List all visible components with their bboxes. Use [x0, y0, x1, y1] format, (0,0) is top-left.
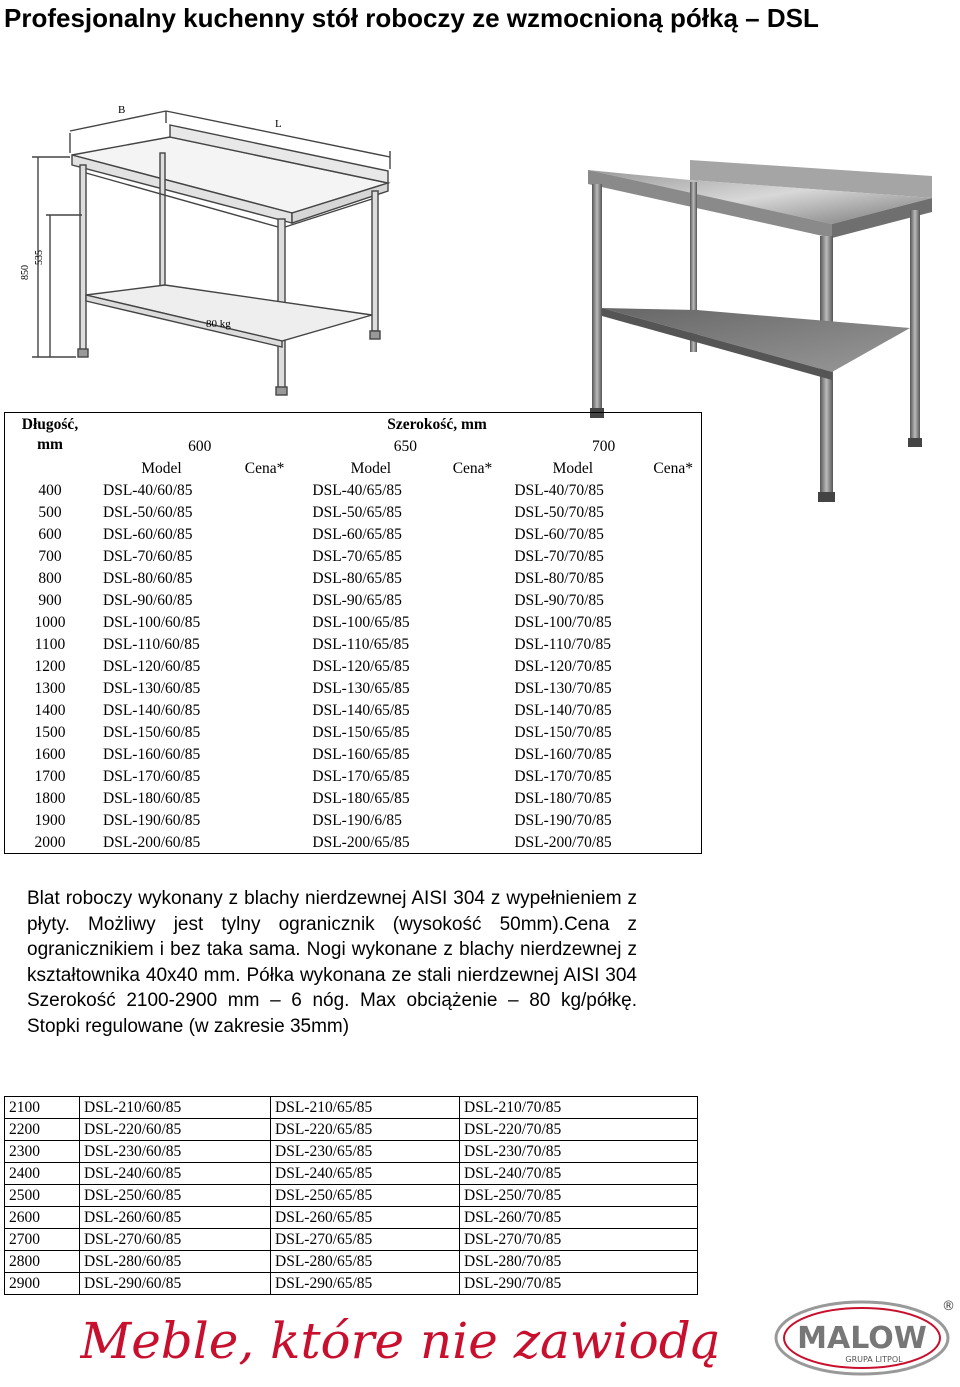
- table-row: [5, 721, 702, 743]
- price-600-cell: [228, 831, 304, 854]
- logo-name: MALOW: [797, 1321, 927, 1356]
- price-600-cell: [228, 721, 304, 743]
- dimensions-table: [4, 412, 702, 854]
- length-cell: 600: [38, 525, 62, 543]
- model-650-cell: DSL-200/65/85: [312, 833, 410, 851]
- model-600-cell: DSL-130/60/85: [103, 679, 201, 697]
- length-cell: 700: [38, 547, 62, 565]
- model-600-cell: DSL-140/60/85: [103, 701, 201, 719]
- table-row: [5, 567, 702, 589]
- model-700-cell: DSL-70/70/85: [514, 547, 604, 565]
- model-70-cell: DSL-280/70/85: [460, 1251, 698, 1273]
- model-600-cell: DSL-60/60/85: [103, 525, 193, 543]
- length-cell: 1000: [34, 613, 66, 631]
- model-700-cell: DSL-130/70/85: [514, 679, 612, 697]
- model-600-cell: DSL-40/60/85: [103, 481, 193, 499]
- model-65-cell: DSL-280/65/85: [271, 1251, 460, 1273]
- model-600-cell: DSL-180/60/85: [103, 789, 201, 807]
- table-row: [5, 831, 702, 854]
- price-700-cell: [639, 831, 701, 854]
- model-60-cell: DSL-220/60/85: [80, 1119, 271, 1141]
- table-row: [5, 809, 702, 831]
- model-700-cell: DSL-160/70/85: [514, 745, 612, 763]
- price-700-cell: [639, 545, 701, 567]
- price-700-cell: [639, 567, 701, 589]
- col-model: Model: [350, 459, 392, 477]
- table-row: [5, 1229, 698, 1251]
- price-650-cell: [437, 589, 506, 611]
- model-650-cell: DSL-70/65/85: [312, 547, 402, 565]
- price-650-cell: [437, 611, 506, 633]
- price-650-cell: [437, 765, 506, 787]
- col-price: Cena*: [244, 459, 285, 477]
- model-70-cell: DSL-260/70/85: [460, 1207, 698, 1229]
- model-600-cell: DSL-190/60/85: [103, 811, 201, 829]
- slogan-text: Meble, które nie zawiodą: [80, 1312, 721, 1370]
- table-row: [5, 633, 702, 655]
- model-650-cell: DSL-130/65/85: [312, 679, 410, 697]
- price-650-cell: [437, 523, 506, 545]
- length-cell: 2500: [5, 1185, 80, 1207]
- model-600-cell: DSL-80/60/85: [103, 569, 193, 587]
- table-row: [5, 501, 702, 523]
- price-600-cell: [228, 765, 304, 787]
- table-row: [5, 545, 702, 567]
- price-600-cell: [228, 479, 304, 501]
- price-650-cell: [437, 633, 506, 655]
- model-70-cell: DSL-210/70/85: [460, 1097, 698, 1119]
- header-length: Długość, mm: [21, 416, 79, 453]
- model-65-cell: DSL-230/65/85: [271, 1141, 460, 1163]
- table-row: [5, 1251, 698, 1273]
- model-650-cell: DSL-150/65/85: [312, 723, 410, 741]
- price-650-cell: [437, 479, 506, 501]
- price-650-cell: [437, 831, 506, 854]
- table-row: [5, 479, 702, 501]
- price-650-cell: [437, 567, 506, 589]
- long-models-table: [4, 1096, 698, 1295]
- price-650-cell: [437, 677, 506, 699]
- price-700-cell: [639, 787, 701, 809]
- table-row: [5, 611, 702, 633]
- length-cell: 2000: [34, 833, 66, 851]
- table-row: [5, 743, 702, 765]
- length-cell: 2800: [5, 1251, 80, 1273]
- table-row: [5, 655, 702, 677]
- model-600-cell: DSL-110/60/85: [103, 635, 200, 653]
- price-650-cell: [437, 545, 506, 567]
- length-cell: 1500: [34, 723, 66, 741]
- table-row: [5, 1163, 698, 1185]
- slogan: [80, 1300, 770, 1380]
- model-700-cell: DSL-50/70/85: [514, 503, 604, 521]
- length-cell: 1800: [34, 789, 66, 807]
- model-700-cell: DSL-60/70/85: [514, 525, 604, 543]
- model-700-cell: DSL-120/70/85: [514, 657, 612, 675]
- model-65-cell: DSL-260/65/85: [271, 1207, 460, 1229]
- length-cell: 1300: [34, 679, 66, 697]
- price-700-cell: [639, 721, 701, 743]
- model-650-cell: DSL-100/65/85: [312, 613, 410, 631]
- price-650-cell: [437, 501, 506, 523]
- length-cell: 2200: [5, 1119, 80, 1141]
- price-700-cell: [639, 677, 701, 699]
- model-65-cell: DSL-220/65/85: [271, 1119, 460, 1141]
- table-row: [5, 677, 702, 699]
- model-65-cell: DSL-290/65/85: [271, 1273, 460, 1295]
- width-600: 600: [188, 437, 212, 455]
- price-650-cell: [437, 655, 506, 677]
- model-700-cell: DSL-170/70/85: [514, 767, 612, 785]
- model-700-cell: DSL-90/70/85: [514, 591, 604, 609]
- price-600-cell: [228, 501, 304, 523]
- price-700-cell: [639, 699, 701, 721]
- model-650-cell: DSL-190/6/85: [312, 811, 402, 829]
- model-600-cell: DSL-70/60/85: [103, 547, 193, 565]
- col-price: Cena*: [452, 459, 493, 477]
- length-cell: 2600: [5, 1207, 80, 1229]
- width-700: 700: [592, 437, 616, 455]
- model-600-cell: DSL-160/60/85: [103, 745, 201, 763]
- model-700-cell: DSL-180/70/85: [514, 789, 612, 807]
- price-700-cell: [639, 633, 701, 655]
- model-65-cell: DSL-240/65/85: [271, 1163, 460, 1185]
- model-60-cell: DSL-280/60/85: [80, 1251, 271, 1273]
- table-row: [5, 523, 702, 545]
- length-cell: 400: [38, 481, 62, 499]
- model-60-cell: DSL-250/60/85: [80, 1185, 271, 1207]
- label-load: 80 kg: [206, 318, 231, 330]
- table-row: [5, 765, 702, 787]
- model-700-cell: DSL-190/70/85: [514, 811, 612, 829]
- col-model: Model: [552, 459, 594, 477]
- model-600-cell: DSL-100/60/85: [103, 613, 201, 631]
- model-700-cell: DSL-200/70/85: [514, 833, 612, 851]
- model-60-cell: DSL-260/60/85: [80, 1207, 271, 1229]
- price-600-cell: [228, 677, 304, 699]
- header-width: Szerokość, mm: [387, 415, 487, 433]
- price-650-cell: [437, 743, 506, 765]
- length-cell: 2900: [5, 1273, 80, 1295]
- model-600-cell: DSL-90/60/85: [103, 591, 193, 609]
- model-60-cell: DSL-270/60/85: [80, 1229, 271, 1251]
- table-row: [5, 1207, 698, 1229]
- model-70-cell: DSL-220/70/85: [460, 1119, 698, 1141]
- table-row: [5, 1141, 698, 1163]
- registered-mark: ®: [942, 1299, 955, 1314]
- price-700-cell: [639, 523, 701, 545]
- model-65-cell: DSL-210/65/85: [271, 1097, 460, 1119]
- model-650-cell: DSL-160/65/85: [312, 745, 410, 763]
- price-600-cell: [228, 743, 304, 765]
- model-700-cell: DSL-150/70/85: [514, 723, 612, 741]
- col-model: Model: [141, 459, 182, 477]
- model-700-cell: DSL-140/70/85: [514, 701, 612, 719]
- price-700-cell: [639, 765, 701, 787]
- model-70-cell: DSL-240/70/85: [460, 1163, 698, 1185]
- model-70-cell: DSL-230/70/85: [460, 1141, 698, 1163]
- price-700-cell: [639, 655, 701, 677]
- model-700-cell: DSL-110/70/85: [514, 635, 612, 653]
- product-description: Blat roboczy wykonany z blachy nierdzewnej AISI 304 z wypełnieniem z płyty. Możliwy jest tylny ogranicznik (wysokość 50mm).Cena z ogranicznikiem i bez taka sama. Nogi wykonane z blachy nierdzewnej z kształtownika 40x40 mm. Półka wykonana ze stali nierdzewnej AISI 304 Szerokość 2100-2900 mm – 6 nóg. Max obciążenie – 80 kg/półkę. Stopki regulowane (w zakresie 35mm): [27, 888, 637, 1037]
- label-b: B: [118, 104, 126, 116]
- table-row: [5, 699, 702, 721]
- model-60-cell: DSL-240/60/85: [80, 1163, 271, 1185]
- price-600-cell: [228, 633, 304, 655]
- model-70-cell: DSL-290/70/85: [460, 1273, 698, 1295]
- model-650-cell: DSL-140/65/85: [312, 701, 410, 719]
- model-60-cell: DSL-230/60/85: [80, 1141, 271, 1163]
- table-row: [5, 1097, 698, 1119]
- price-600-cell: [228, 655, 304, 677]
- price-600-cell: [228, 787, 304, 809]
- price-650-cell: [437, 699, 506, 721]
- length-cell: 2100: [5, 1097, 80, 1119]
- table-row: [5, 787, 702, 809]
- model-650-cell: DSL-110/65/85: [312, 635, 410, 653]
- price-600-cell: [228, 567, 304, 589]
- model-650-cell: DSL-50/65/85: [312, 503, 402, 521]
- price-700-cell: [639, 611, 701, 633]
- price-600-cell: [228, 809, 304, 831]
- model-70-cell: DSL-250/70/85: [460, 1185, 698, 1207]
- price-700-cell: [639, 743, 701, 765]
- model-60-cell: DSL-210/60/85: [80, 1097, 271, 1119]
- length-cell: 2400: [5, 1163, 80, 1185]
- model-65-cell: DSL-270/65/85: [271, 1229, 460, 1251]
- price-700-cell: [639, 479, 701, 501]
- model-650-cell: DSL-170/65/85: [312, 767, 410, 785]
- price-600-cell: [228, 699, 304, 721]
- width-650: 650: [393, 437, 417, 455]
- model-60-cell: DSL-290/60/85: [80, 1273, 271, 1295]
- model-600-cell: DSL-150/60/85: [103, 723, 201, 741]
- table-row: [5, 1273, 698, 1295]
- length-cell: 1200: [34, 657, 66, 675]
- price-600-cell: [228, 611, 304, 633]
- price-600-cell: [228, 545, 304, 567]
- page-title: Profesjonalny kuchenny stół roboczy ze wzmocnioną półką – DSL: [4, 3, 819, 33]
- price-700-cell: [639, 809, 701, 831]
- model-600-cell: DSL-200/60/85: [103, 833, 201, 851]
- price-700-cell: [639, 501, 701, 523]
- model-650-cell: DSL-60/65/85: [312, 525, 402, 543]
- model-700-cell: DSL-80/70/85: [514, 569, 604, 587]
- price-650-cell: [437, 721, 506, 743]
- length-cell: 1600: [34, 745, 66, 763]
- length-cell: 1100: [34, 635, 66, 653]
- model-650-cell: DSL-90/65/85: [312, 591, 402, 609]
- length-cell: 1700: [34, 767, 66, 785]
- col-price: Cena*: [653, 459, 693, 477]
- table-technical-drawing: [10, 95, 410, 405]
- price-650-cell: [437, 787, 506, 809]
- length-cell: 2300: [5, 1141, 80, 1163]
- length-cell: 900: [38, 591, 62, 609]
- label-535: 535: [34, 250, 45, 265]
- label-l: L: [275, 118, 282, 130]
- model-650-cell: DSL-180/65/85: [312, 789, 410, 807]
- model-65-cell: DSL-250/65/85: [271, 1185, 460, 1207]
- length-cell: 1900: [34, 811, 66, 829]
- model-600-cell: DSL-50/60/85: [103, 503, 193, 521]
- table-row: [5, 589, 702, 611]
- length-cell: 1400: [34, 701, 66, 719]
- price-650-cell: [437, 809, 506, 831]
- logo-sub: GRUPA LITPOL: [845, 1355, 903, 1364]
- length-cell: 800: [38, 569, 62, 587]
- model-650-cell: DSL-40/65/85: [312, 481, 402, 499]
- price-600-cell: [228, 523, 304, 545]
- model-700-cell: DSL-100/70/85: [514, 613, 612, 631]
- label-850: 850: [20, 265, 31, 280]
- length-cell: 500: [38, 503, 62, 521]
- table-row: [5, 1119, 698, 1141]
- model-650-cell: DSL-120/65/85: [312, 657, 410, 675]
- model-600-cell: DSL-170/60/85: [103, 767, 201, 785]
- model-650-cell: DSL-80/65/85: [312, 569, 402, 587]
- model-600-cell: DSL-120/60/85: [103, 657, 201, 675]
- model-70-cell: DSL-270/70/85: [460, 1229, 698, 1251]
- length-cell: 2700: [5, 1229, 80, 1251]
- table-row: [5, 1185, 698, 1207]
- model-700-cell: DSL-40/70/85: [514, 481, 604, 499]
- price-700-cell: [639, 589, 701, 611]
- price-600-cell: [228, 589, 304, 611]
- malow-logo: [770, 1296, 955, 1376]
